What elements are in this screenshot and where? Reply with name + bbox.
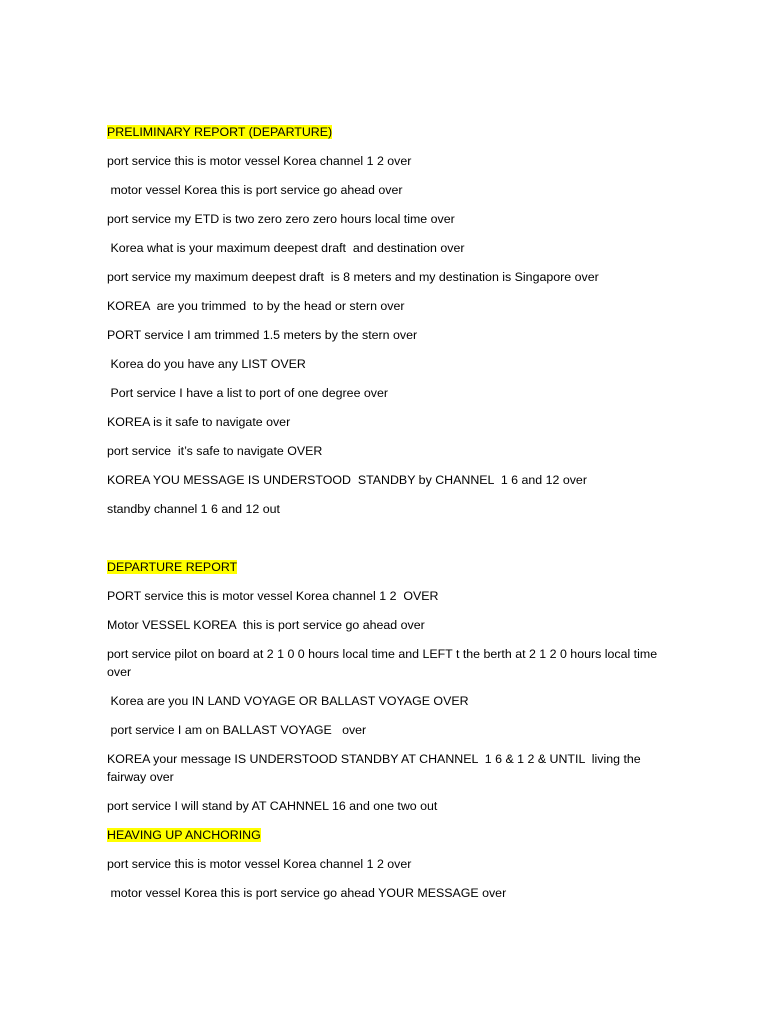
paragraph: port service I am on BALLAST VOYAGE over — [107, 723, 367, 737]
paragraph: motor vessel Korea this is port service go ahead YOUR MESSAGE over — [107, 886, 507, 900]
section-heading-heaving-up-anchoring — [107, 826, 672, 844]
paragraph: standby channel 1 6 and 12 out — [107, 502, 280, 516]
document-page — [107, 123, 672, 913]
paragraph: KOREA your message IS UNDERSTOOD STANDBY AT CHANNEL 1 6 & 1 2 & UNTIL living the fairway over — [107, 752, 645, 784]
section-heading-departure-report — [107, 558, 672, 576]
section-heading-preliminary-report — [107, 123, 672, 141]
paragraph: port service this is motor vessel Korea channel 1 2 over — [107, 154, 412, 168]
paragraph: port service this is motor vessel Korea channel 1 2 over — [107, 857, 412, 871]
highlighted-heading-text: PRELIMINARY REPORT (DEPARTURE) — [107, 125, 333, 139]
paragraph: port service pilot on board at 2 1 0 0 hours local time and LEFT t the berth at 2 1 2 0 hours local time over — [107, 647, 661, 679]
paragraph: Korea do you have any LIST OVER — [107, 357, 306, 371]
highlighted-heading-text: DEPARTURE REPORT — [107, 560, 238, 574]
highlighted-heading-text: HEAVING UP ANCHORING — [107, 828, 261, 842]
paragraph: Korea what is your maximum deepest draft and destination over — [107, 241, 465, 255]
paragraph: port service my maximum deepest draft is 8 meters and my destination is Singapore over — [107, 270, 599, 284]
paragraph: KOREA is it safe to navigate over — [107, 415, 291, 429]
paragraph: port service it’s safe to navigate OVER — [107, 444, 323, 458]
blank-line — [107, 529, 672, 558]
paragraph: Port service I have a list to port of one degree over — [107, 386, 389, 400]
paragraph: PORT service I am trimmed 1.5 meters by the stern over — [107, 328, 418, 342]
paragraph: Korea are you IN LAND VOYAGE OR BALLAST VOYAGE OVER — [107, 694, 469, 708]
paragraph: KOREA are you trimmed to by the head or stern over — [107, 299, 405, 313]
paragraph: Motor VESSEL KOREA this is port service go ahead over — [107, 618, 425, 632]
paragraph: motor vessel Korea this is port service go ahead over — [107, 183, 403, 197]
paragraph: PORT service this is motor vessel Korea channel 1 2 OVER — [107, 589, 439, 603]
paragraph: port service my ETD is two zero zero zero hours local time over — [107, 212, 455, 226]
paragraph: port service I will stand by AT CAHNNEL 16 and one two out — [107, 799, 438, 813]
paragraph: KOREA YOU MESSAGE IS UNDERSTOOD STANDBY by CHANNEL 1 6 and 12 over — [107, 473, 587, 487]
